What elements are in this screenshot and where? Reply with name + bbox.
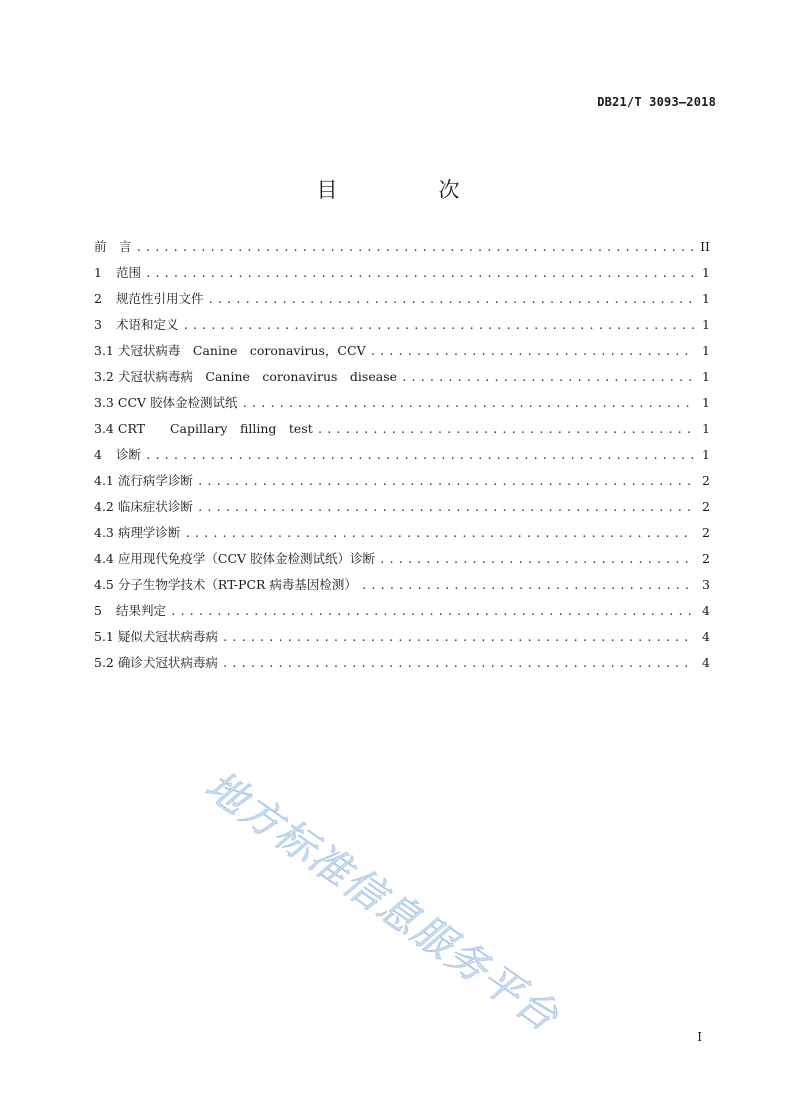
toc-entry-page: 2 (702, 551, 710, 566)
toc-entry[interactable] (94, 549, 710, 575)
page-title: 目 次 (316, 178, 500, 202)
toc-entry[interactable] (94, 601, 710, 627)
toc-entry-label: 犬冠状病毒 Canine coronavirus，CCV (117, 343, 366, 358)
toc-entry-label: 流行病学诊断 (117, 473, 193, 488)
toc-leader-dots (317, 423, 694, 436)
toc-entry[interactable] (94, 523, 710, 549)
toc-entry-label: 病理学诊断 (117, 525, 181, 540)
toc-entry-label: 规范性引用文件 (115, 291, 204, 306)
toc-entry[interactable] (94, 445, 710, 471)
toc-entry-number: 3.1 (94, 343, 114, 358)
toc-entry-page: 1 (702, 343, 710, 358)
toc-entry-number: 1 (94, 265, 102, 280)
table-of-contents (94, 237, 710, 679)
toc-leader-dots (197, 475, 694, 488)
toc-entry[interactable] (94, 237, 710, 263)
toc-entry-page: 1 (702, 421, 710, 436)
toc-entry[interactable] (94, 315, 710, 341)
toc-leader-dots (170, 605, 694, 618)
toc-entry-label: 确诊犬冠状病毒病 (117, 655, 218, 670)
toc-entry-label: 诊断 (115, 447, 141, 462)
toc-leader-dots (207, 293, 694, 306)
toc-entry-number: 2 (94, 291, 102, 306)
toc-entry-number: 5.2 (94, 655, 114, 670)
toc-leader-dots (370, 345, 694, 358)
toc-entry-page: 1 (702, 369, 710, 384)
toc-entry-number: 4.5 (94, 577, 114, 592)
toc-entry-page: 4 (702, 603, 710, 618)
toc-entry[interactable] (94, 419, 710, 445)
toc-entry-number: 4.4 (94, 551, 114, 566)
watermark: 地方标准信息服务平台 (196, 762, 568, 1042)
toc-leader-dots (222, 657, 694, 670)
toc-entry[interactable] (94, 575, 710, 601)
toc-leader-dots (401, 371, 694, 384)
toc-entry-number: 4.3 (94, 525, 114, 540)
toc-entry[interactable] (94, 367, 710, 393)
toc-entry-label: 临床症状诊断 (117, 499, 193, 514)
toc-entry-page: 2 (702, 525, 710, 540)
toc-leader-dots (145, 267, 694, 280)
toc-leader-dots (379, 553, 694, 566)
toc-entry[interactable] (94, 263, 710, 289)
toc-leader-dots (182, 319, 694, 332)
toc-entry-label: 结果判定 (115, 603, 166, 618)
toc-entry-page: 2 (702, 499, 710, 514)
toc-entry-label: 应用现代免疫学（CCV 胶体金检测试纸）诊断 (117, 551, 376, 566)
toc-entry-page: 1 (702, 265, 710, 280)
toc-entry[interactable] (94, 627, 710, 653)
standard-code: DB21/T 3093—2018 (597, 95, 716, 109)
toc-entry-number: 4 (94, 447, 102, 462)
toc-entry-label: 范围 (115, 265, 141, 280)
toc-entry-label: 术语和定义 (115, 317, 179, 332)
toc-entry[interactable] (94, 341, 710, 367)
toc-entry-number: 3.3 (94, 395, 114, 410)
toc-entry-page: 1 (702, 447, 710, 462)
toc-entry[interactable] (94, 471, 710, 497)
toc-leader-dots (361, 579, 694, 592)
toc-entry-number: 5.1 (94, 629, 114, 644)
toc-entry[interactable] (94, 653, 710, 679)
toc-entry-label: 疑似犬冠状病毒病 (117, 629, 218, 644)
toc-entry-page: 1 (702, 317, 710, 332)
toc-entry[interactable] (94, 497, 710, 523)
toc-entry-page: 4 (702, 655, 710, 670)
toc-entry[interactable] (94, 393, 710, 419)
page-number: I (697, 1030, 702, 1044)
toc-entry[interactable] (94, 289, 710, 315)
toc-entry-number: 4.1 (94, 473, 114, 488)
toc-entry-number: 3.4 (94, 421, 114, 436)
toc-entry-page: II (700, 239, 710, 254)
toc-entry-number: 前 言 (94, 239, 132, 254)
toc-entry-number: 5 (94, 603, 102, 618)
toc-entry-page: 4 (702, 629, 710, 644)
toc-leader-dots (145, 449, 694, 462)
toc-entry-number: 3 (94, 317, 102, 332)
toc-leader-dots (222, 631, 694, 644)
toc-leader-dots (242, 397, 694, 410)
toc-entry-page: 1 (702, 291, 710, 306)
toc-entry-label: 分子生物学技术（RT-PCR 病毒基因检测） (117, 577, 357, 592)
toc-leader-dots (136, 241, 694, 254)
toc-entry-number: 3.2 (94, 369, 114, 384)
toc-entry-page: 3 (702, 577, 710, 592)
toc-entry-label: 犬冠状病毒病 Canine coronavirus disease (117, 369, 398, 384)
toc-entry-page: 1 (702, 395, 710, 410)
toc-entry-number: 4.2 (94, 499, 114, 514)
toc-entry-label: CRT Capillary filling test (117, 421, 313, 436)
toc-leader-dots (184, 527, 694, 540)
toc-leader-dots (197, 501, 694, 514)
toc-entry-page: 2 (702, 473, 710, 488)
toc-entry-label: CCV 胶体金检测试纸 (117, 395, 238, 410)
